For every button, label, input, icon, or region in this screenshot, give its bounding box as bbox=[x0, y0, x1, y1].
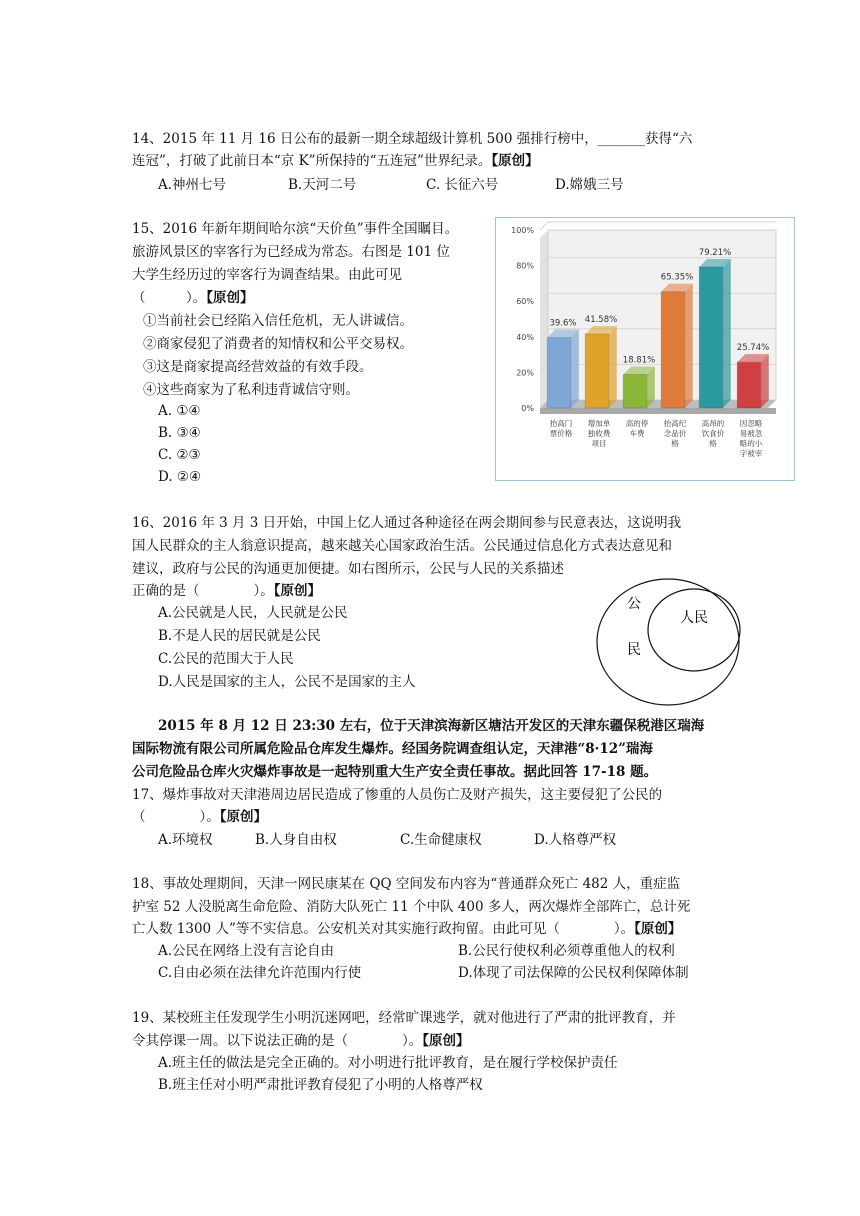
q17-option-b[interactable]: B.人身自由权 bbox=[255, 832, 337, 848]
chart-bar-side bbox=[761, 354, 769, 408]
chart-data-label: 41.58% bbox=[584, 314, 618, 325]
q18-stem-line1: 18、事故处理期间，天津一网民康某在 QQ 空间发布内容为“普通群众死亡 482 人，重症监 bbox=[132, 876, 681, 892]
q15-stem-line3: 大学生经历过的宰客行为调查结果。由此可见 bbox=[132, 267, 402, 283]
q17-stem-line2 bbox=[132, 806, 267, 828]
chart-x-tick-label: 格 bbox=[709, 439, 717, 448]
chart-x-tick-label: 饮食价 bbox=[701, 429, 725, 438]
q16-option-d[interactable]: D.人民是国家的主人，公民不是国家的主人 bbox=[158, 674, 416, 690]
q19-stem-line1: 19、某校班主任发现学生小明沉迷网吧，经常旷课逃学，就对他进行了严肃的批评教育，并 bbox=[132, 1010, 676, 1026]
q18-option-d[interactable]: D.体现了司法保障的公民权利保障体制 bbox=[458, 965, 689, 981]
chart-y-tick-label: 60% bbox=[516, 297, 534, 307]
chart-x-tick-label: 独收费 bbox=[587, 429, 611, 438]
q14-option-b[interactable]: B.天河二号 bbox=[288, 177, 357, 193]
passage-line3: 公司危险品仓库火灾爆炸事故是一起特别重大生产安全责任事故。据此回答 17-18 题。 bbox=[132, 764, 658, 780]
chart-y-tick-label: 100% bbox=[511, 226, 534, 235]
q16-original-tag: 【原创】 bbox=[273, 583, 321, 599]
chart-x-tick-label: 高昂的 bbox=[701, 419, 725, 428]
q16-stem-line1: 16、2016 年 3 月 3 日开始，中国上亿人通过各种途径在两会期间参与民意表达，这说明我 bbox=[132, 515, 682, 531]
q15-stem-line4 bbox=[132, 287, 254, 309]
chart-gridline-side bbox=[540, 222, 548, 230]
q16-stem-line3: 建议，政府与公民的沟通更加便捷。如右图所示，公民与人民的关系描述 bbox=[132, 561, 564, 577]
chart-x-tick-label: 车费 bbox=[629, 429, 645, 438]
q18-stem-line2: 护室 52 人没脱离生命危险、消防大队死亡 11 个中队 400 多人，两次爆炸全部阵亡，总计死 bbox=[132, 899, 691, 915]
q16-blank: 正确的是（ ）。 bbox=[132, 583, 274, 599]
chart-data-label: 25.74% bbox=[736, 343, 770, 354]
chart-y-tick-label: 40% bbox=[516, 332, 534, 342]
chart-x-tick-label: 因忽略 bbox=[739, 419, 763, 428]
q17-original-tag: 【原创】 bbox=[219, 809, 267, 825]
chart-bar-side bbox=[609, 326, 617, 408]
q15-statement-1: ①当前社会已经陷入信任危机，无人讲诚信。 bbox=[143, 313, 413, 329]
chart-bar-side bbox=[723, 259, 731, 408]
venn-inner-circle-people bbox=[648, 589, 740, 671]
q16-option-b[interactable]: B.不是人民的居民就是公民 bbox=[158, 628, 321, 644]
venn-outer-circle-citizen bbox=[597, 579, 739, 705]
chart-bar-side bbox=[685, 284, 693, 408]
chart-x-tick-label: 增加单 bbox=[587, 419, 611, 428]
chart-y-tick-label: 0% bbox=[521, 404, 534, 413]
q17-option-d[interactable]: D.人格尊严权 bbox=[534, 832, 617, 848]
q15-option-a[interactable]: A. ①④ bbox=[158, 403, 201, 419]
q15-option-b[interactable]: B. ③④ bbox=[158, 425, 201, 441]
chart-y-tick-label: 80% bbox=[516, 261, 534, 271]
chart-bar-side bbox=[571, 330, 579, 408]
q18-original-tag: 【原创】 bbox=[634, 921, 682, 937]
venn-outer-label-2: 民 bbox=[627, 642, 641, 658]
passage-line1: 2015 年 8 月 12 日 23:30 左右，位于天津滨海新区塘沽开发区的天津东疆保税港区瑞海 bbox=[158, 718, 705, 734]
q19-option-a[interactable]: A.班主任的做法是完全正确的。对小明进行批评教育，是在履行学校保护责任 bbox=[158, 1055, 618, 1071]
q17-blank: （ ）。 bbox=[132, 809, 220, 825]
chart-x-tick-label: 抬高门 bbox=[549, 419, 573, 428]
chart-x-tick-label: 票价格 bbox=[549, 429, 573, 438]
chart-y-tick-label: 20% bbox=[516, 368, 534, 378]
q15-statement-4: ④这些商家为了私利违背诚信守则。 bbox=[143, 382, 359, 398]
q19-original-tag: 【原创】 bbox=[422, 1033, 470, 1049]
q15-stem-line2: 旅游风景区的宰客行为已经成为常态。右图是 101 位 bbox=[132, 244, 450, 260]
q17-option-c[interactable]: C.生命健康权 bbox=[400, 832, 482, 848]
q15-statement-3: ③这是商家提高经营效益的有效手段。 bbox=[143, 359, 373, 375]
chart-x-tick-label: 抬高纪 bbox=[663, 419, 687, 428]
venn-inner-label: 人民 bbox=[680, 610, 708, 626]
chart-canvas bbox=[496, 218, 794, 480]
chart-bar bbox=[661, 292, 685, 408]
q18-stem-line3 bbox=[132, 918, 681, 940]
q19-option-b[interactable]: B.班主任对小明严肃批评教育侵犯了小明的人格尊严权 bbox=[158, 1077, 483, 1093]
q15-option-d[interactable]: D. ②④ bbox=[158, 469, 202, 485]
q18-option-b[interactable]: B.公民行使权利必须尊重他人的权利 bbox=[458, 943, 675, 959]
q17-stem-line1: 17、爆炸事故对天津港周边居民造成了惨重的人员伤亡及财产损失，这主要侵犯了公民的 bbox=[132, 787, 663, 803]
citizen-people-venn-diagram bbox=[596, 578, 746, 710]
survey-bar-chart bbox=[495, 217, 795, 481]
q15-option-c[interactable]: C. ②③ bbox=[158, 447, 201, 463]
q18-stem-text: 亡人数 1300 人”等不实信息。公安机关对其实施行政拘留。由此可见（ ）。 bbox=[132, 921, 635, 937]
chart-bar bbox=[585, 334, 609, 408]
q16-option-a[interactable]: A.公民就是人民，人民就是公民 bbox=[158, 605, 348, 621]
chart-x-tick-label: 字被宰 bbox=[739, 449, 763, 458]
chart-data-label: 65.35% bbox=[660, 272, 694, 283]
q14-stem-line2 bbox=[132, 150, 539, 172]
q15-stem-line1: 15、2016 年新年期间哈尔滨“天价鱼”事件全国瞩目。 bbox=[132, 221, 459, 237]
q14-option-a[interactable]: A.神州七号 bbox=[158, 177, 227, 193]
q17-option-a[interactable]: A.环境权 bbox=[158, 832, 213, 848]
chart-x-tick-label: 格 bbox=[671, 439, 679, 448]
chart-x-tick-label: 略的小 bbox=[739, 439, 763, 448]
passage-line2: 国际物流有限公司所属危险品仓库发生爆炸。经国务院调查组认定，天津港“8·12”瑞海 bbox=[132, 741, 653, 757]
q15-statement-2: ②商家侵犯了消费者的知情权和公平交易权。 bbox=[143, 336, 413, 352]
chart-x-tick-label: 高的停 bbox=[625, 419, 649, 428]
chart-bar bbox=[623, 375, 647, 408]
chart-x-tick-label: 念品价 bbox=[663, 429, 687, 438]
q14-option-d[interactable]: D.嫦娥三号 bbox=[555, 177, 624, 193]
q16-option-c[interactable]: C.公民的范围大于人民 bbox=[158, 651, 294, 667]
chart-bar bbox=[699, 267, 723, 408]
q16-stem-line4 bbox=[132, 580, 321, 602]
q18-option-a[interactable]: A.公民在网络上没有言论自由 bbox=[158, 943, 335, 959]
q15-original-tag: 【原创】 bbox=[206, 290, 254, 306]
q14-option-c[interactable]: C. 长征六号 bbox=[426, 177, 499, 193]
chart-data-label: 79.21% bbox=[698, 248, 732, 259]
venn-outer-label-1: 公 bbox=[627, 596, 641, 612]
q14-stem-text: 连冠”，打破了此前日本“京 K”所保持的“五连冠”世界纪录。 bbox=[132, 153, 492, 169]
chart-data-label: 18.81% bbox=[622, 355, 656, 366]
q18-option-c[interactable]: C.自由必须在法律允许范围内行使 bbox=[158, 965, 362, 981]
chart-bar bbox=[547, 338, 571, 408]
chart-x-tick-label: 项目 bbox=[591, 439, 607, 448]
q14-stem-line1: 14、2015 年 11 月 16 日公布的最新一期全球超级计算机 500 强排行榜中，_______获得“六 bbox=[132, 131, 693, 147]
chart-bar bbox=[737, 362, 761, 408]
chart-x-tick-label: 易被忽 bbox=[739, 429, 763, 438]
q19-stem-line2 bbox=[132, 1030, 470, 1052]
q15-blank: （ ）。 bbox=[132, 290, 207, 306]
q14-original-tag: 【原创】 bbox=[491, 153, 539, 169]
q19-stem-text: 令其停课一周。以下说法正确的是（ ）。 bbox=[132, 1033, 423, 1049]
q16-stem-line2: 国人民群众的主人翁意识提高，越来越关心国家政治生活。公民通过信息化方式表达意见和 bbox=[132, 538, 672, 554]
chart-floor-edge bbox=[540, 408, 776, 414]
chart-data-label: 39.6% bbox=[549, 318, 577, 329]
